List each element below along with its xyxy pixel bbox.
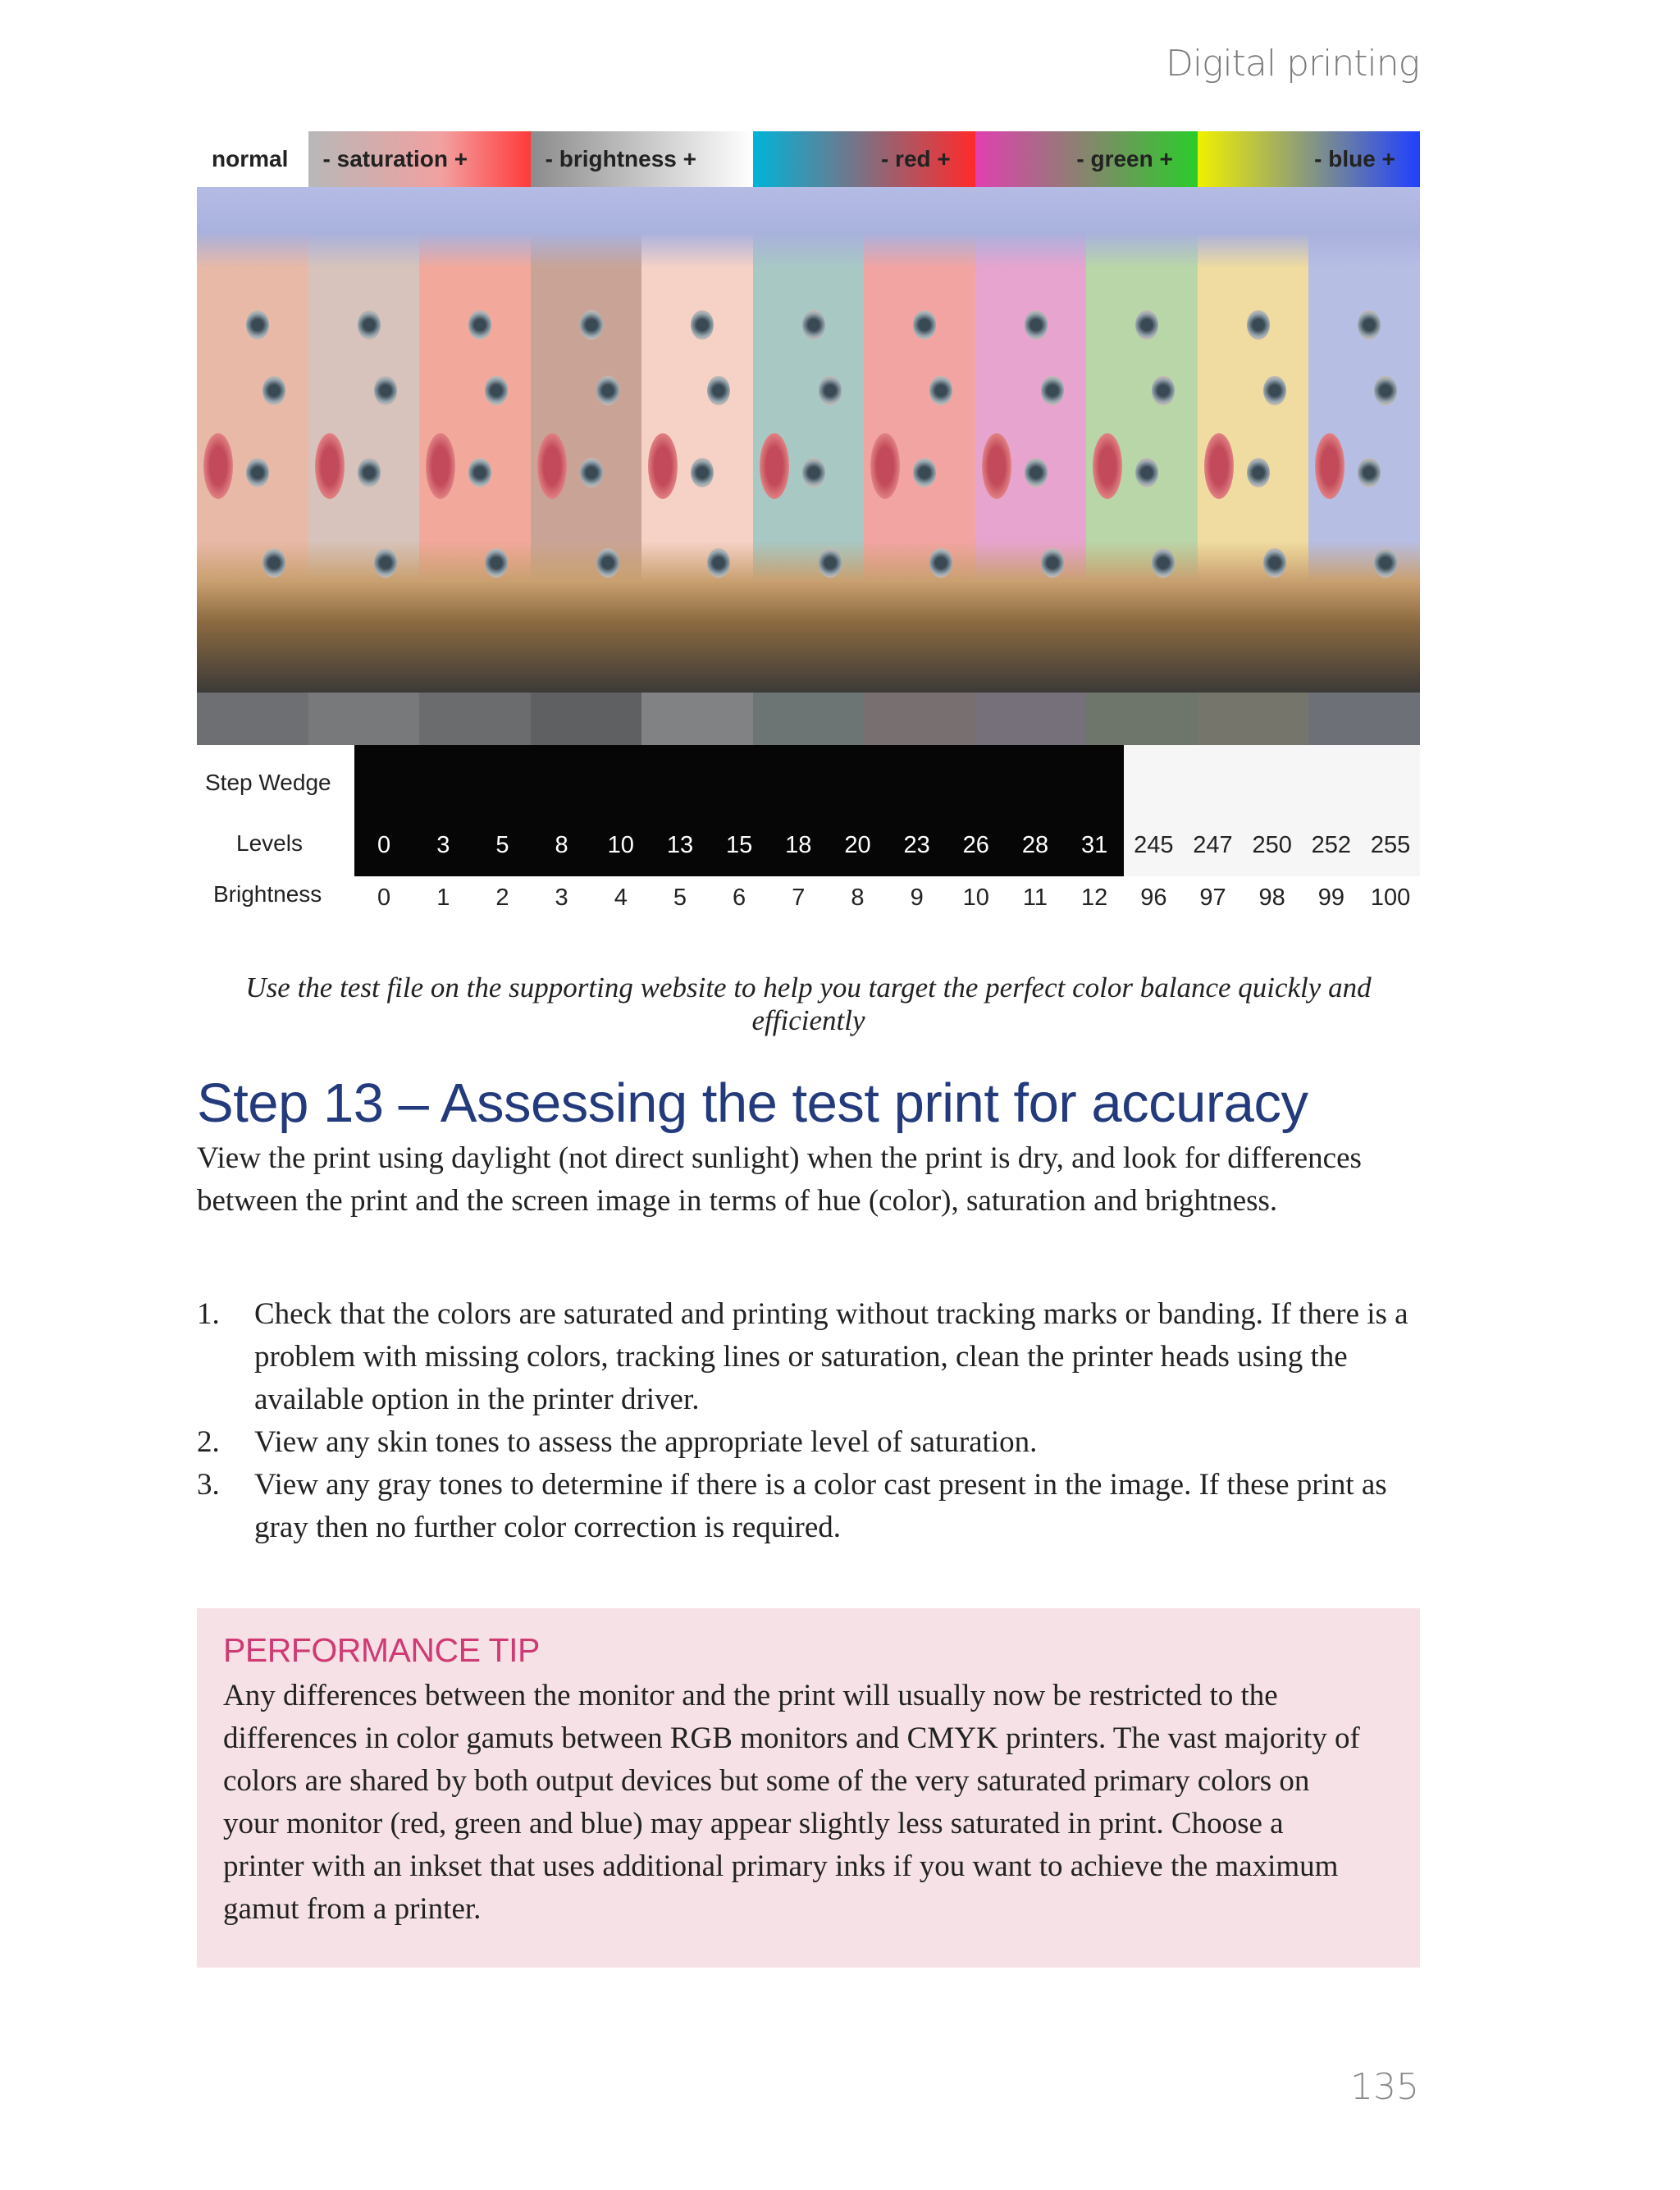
adjustment-label: - green +	[975, 131, 1198, 187]
brightness-value: 10	[962, 885, 989, 911]
gray-patch	[419, 693, 531, 745]
eye-detail	[802, 310, 825, 340]
level-value: 10	[607, 832, 634, 858]
level-value: 3	[436, 832, 450, 858]
eye-detail	[1247, 310, 1270, 340]
eye-detail	[691, 310, 714, 340]
level-value: 26	[962, 832, 989, 858]
step-wedge-area	[197, 745, 1420, 950]
eye-detail	[1041, 376, 1064, 405]
gray-patch	[531, 693, 642, 745]
lip-detail	[537, 433, 567, 499]
level-value: 8	[555, 832, 568, 858]
adjustment-label: normal	[197, 131, 308, 187]
section-intro: View the print using daylight (not direct sunlight) when the print is dry, and look for differences between the print and the screen image in terms of hue (color), saturation and brightness.	[197, 1141, 1362, 1218]
adjustment-label: - blue +	[1198, 131, 1420, 187]
lip-detail	[760, 433, 789, 499]
level-value: 15	[725, 832, 753, 858]
eye-detail	[819, 548, 842, 578]
portrait-strip	[1198, 187, 1309, 745]
adjustment-labels-row	[197, 131, 1420, 187]
level-value: 13	[666, 832, 694, 858]
eye-detail	[262, 376, 285, 405]
eye-detail	[1025, 458, 1048, 487]
gray-patch	[197, 693, 308, 745]
levels-label: Levels	[236, 830, 303, 856]
step-wedge-label: Step Wedge	[205, 770, 331, 795]
brightness-value: 11	[1022, 885, 1048, 911]
brightness-value: 12	[1081, 885, 1108, 911]
brightness-value: 99	[1317, 885, 1344, 911]
brightness-label: Brightness	[213, 881, 322, 907]
performance-tip-box	[197, 1608, 1420, 1968]
levels-values-row	[354, 832, 1420, 859]
gray-patch	[308, 693, 420, 745]
eye-detail	[374, 548, 397, 578]
eye-detail	[1025, 310, 1048, 340]
level-value: 31	[1081, 832, 1108, 858]
level-value: 245	[1134, 832, 1174, 858]
eye-detail	[246, 310, 269, 340]
tip-body: Any differences between the monitor and the print will usually now be restricted to the differences in color gamuts between RGB monitors and CMYK printers. The vast majority of colors are shared by both output devices but some of the very saturated primary colors on your monitor (red, green and blue) may appear slightly less saturated in print. Choose a printer with an inkset that uses additional primary inks if you want to achieve the maximum gamut from a printer.	[223, 1679, 1360, 1926]
step-text: Check that the colors are saturated and printing without tracking marks or banding. If there is a problem with missing colors, tracking lines or saturation, clean the printer heads using the available option in the printer driver.	[254, 1297, 1408, 1416]
step-number: 2.	[197, 1425, 220, 1459]
gray-patch	[1086, 693, 1198, 745]
figure-caption: Use the test file on the supporting website to help you target the perfect color balance quickly and efficiently	[245, 972, 1372, 1036]
gray-patch	[1198, 693, 1309, 745]
lip-detail	[315, 433, 345, 499]
brightness-value: 3	[555, 885, 568, 911]
brightness-value: 1	[436, 885, 450, 911]
level-value: 250	[1252, 832, 1292, 858]
step-text: View any gray tones to determine if there is a color cast present in the image. If these print as gray then no further color correction is required.	[254, 1468, 1387, 1544]
portrait-strip	[197, 187, 308, 745]
gray-patch	[864, 693, 975, 745]
eye-detail	[358, 310, 381, 340]
brightness-value: 4	[614, 885, 628, 911]
eye-detail	[819, 376, 842, 405]
level-value: 247	[1193, 832, 1233, 858]
portrait-strip	[975, 187, 1087, 745]
eye-detail	[358, 458, 381, 487]
step-item	[197, 1293, 1419, 1421]
step-number: 1.	[197, 1297, 220, 1331]
step-number: 3.	[197, 1468, 220, 1502]
level-value: 5	[495, 832, 509, 858]
steps-list	[197, 1293, 1419, 1549]
level-value: 252	[1311, 832, 1352, 858]
lip-detail	[982, 433, 1011, 499]
step-item	[197, 1421, 1419, 1464]
brightness-value: 98	[1258, 885, 1285, 911]
eye-detail	[485, 548, 508, 578]
brightness-value: 0	[377, 885, 391, 911]
eye-detail	[1263, 376, 1286, 405]
brightness-value: 100	[1370, 885, 1411, 911]
brightness-value: 5	[673, 885, 687, 911]
gray-patch	[753, 693, 865, 745]
brightness-value: 7	[792, 885, 806, 911]
brightness-value: 97	[1199, 885, 1226, 911]
gray-patch	[1308, 693, 1420, 745]
brightness-values-row	[354, 885, 1420, 912]
eye-detail	[596, 376, 619, 405]
brightness-value: 96	[1140, 885, 1167, 911]
portrait-strip	[419, 187, 531, 745]
lip-detail	[426, 433, 455, 499]
eye-detail	[580, 310, 603, 340]
eye-detail	[580, 458, 603, 487]
portrait-strip	[641, 187, 753, 745]
portrait-strip	[864, 187, 975, 745]
color-test-figure	[197, 131, 1420, 950]
step-text: View any skin tones to assess the appropriate level of saturation.	[254, 1425, 1038, 1459]
portrait-strip	[1086, 187, 1198, 745]
step-item	[197, 1464, 1419, 1549]
lip-detail	[1204, 433, 1234, 499]
section-heading: Step 13 – Assessing the test print for accuracy	[197, 1072, 1308, 1134]
level-value: 18	[785, 832, 812, 858]
portrait-strips	[197, 187, 1420, 745]
eye-detail	[262, 548, 285, 578]
eye-detail	[1041, 548, 1064, 578]
gray-patch	[641, 693, 753, 745]
level-value: 28	[1021, 832, 1049, 858]
eye-detail	[596, 548, 619, 578]
running-header: Digital printing	[1165, 43, 1419, 85]
adjustment-label: - saturation +	[308, 131, 531, 187]
page-number: 135	[1350, 2066, 1419, 2108]
brightness-value: 9	[910, 885, 924, 911]
adjustment-label: - brightness +	[531, 131, 753, 187]
eye-detail	[485, 376, 508, 405]
portrait-strip	[308, 187, 420, 745]
eye-detail	[707, 548, 730, 578]
brightness-value: 6	[733, 885, 746, 911]
eye-detail	[246, 458, 269, 487]
tip-title: PERFORMANCE TIP	[223, 1631, 540, 1669]
eye-detail	[374, 376, 397, 405]
portrait-strip	[1308, 187, 1420, 745]
level-value: 23	[903, 832, 930, 858]
lip-detail	[203, 433, 233, 499]
eye-detail	[1247, 458, 1270, 487]
level-value: 255	[1370, 832, 1411, 858]
brightness-value: 8	[851, 885, 865, 911]
eye-detail	[468, 458, 491, 487]
portrait-strip	[531, 187, 642, 745]
eye-detail	[707, 376, 730, 405]
gray-patch	[975, 693, 1087, 745]
brightness-value: 2	[495, 885, 509, 911]
level-value: 0	[377, 832, 391, 858]
lip-detail	[648, 433, 678, 499]
portrait-strip	[753, 187, 865, 745]
eye-detail	[691, 458, 714, 487]
eye-detail	[468, 310, 491, 340]
level-value: 20	[844, 832, 871, 858]
eye-detail	[802, 458, 825, 487]
eye-detail	[1263, 548, 1286, 578]
adjustment-label: - red +	[753, 131, 975, 187]
